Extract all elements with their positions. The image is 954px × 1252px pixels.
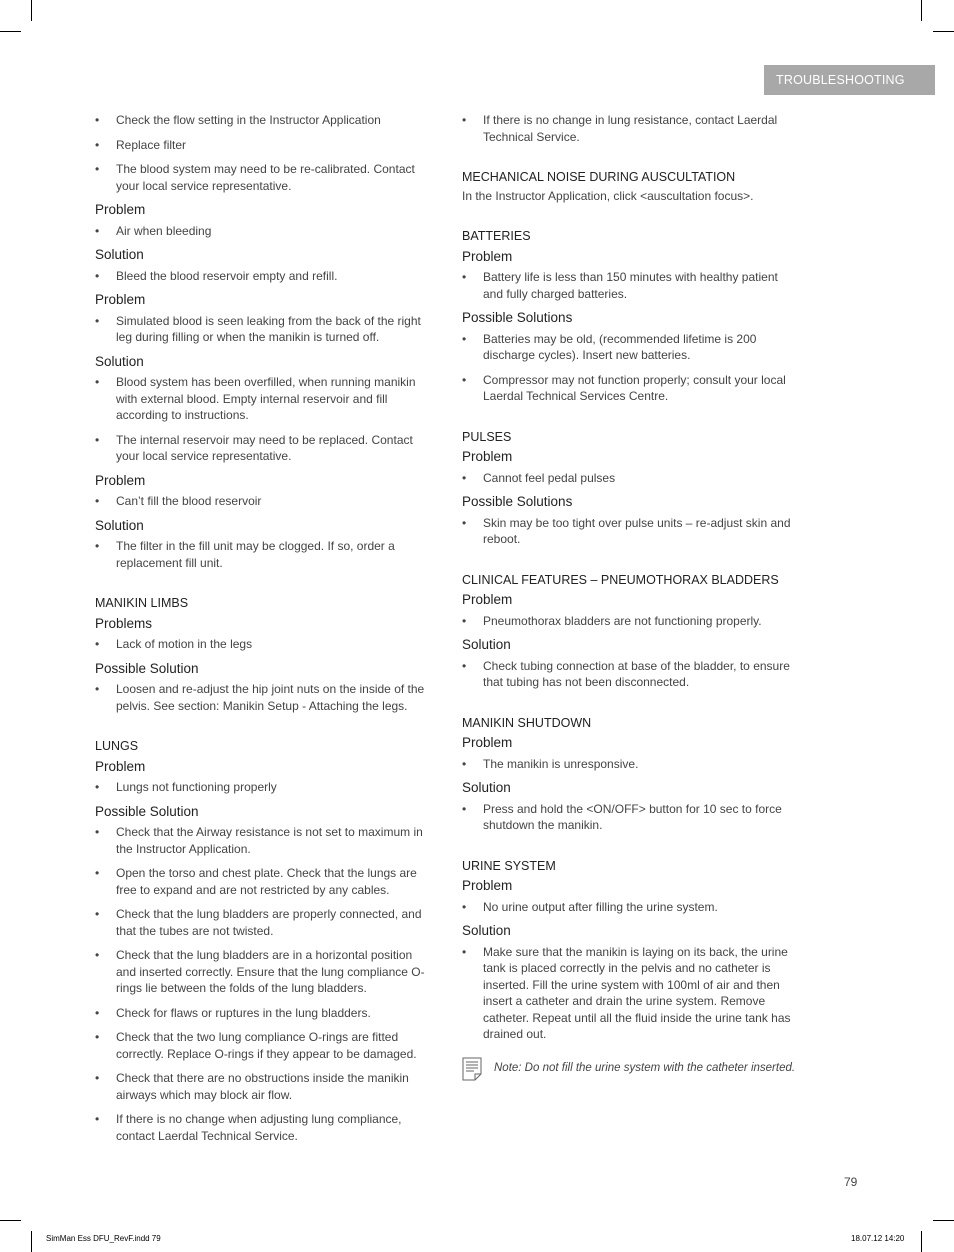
bullet-list: [462, 944, 798, 1043]
list-item: [95, 906, 431, 939]
list-item: [462, 613, 798, 630]
list-item: [95, 538, 431, 571]
list-item-text: The manikin is unresponsive.: [483, 756, 639, 771]
sub-heading: Solution: [462, 780, 511, 795]
list-item-text: Check that the two lung compliance O-rings are fitted correctly. Replace O-rings if they appear to be damaged.: [116, 1030, 417, 1061]
footer-timestamp: 18.07.12 14:20: [851, 1234, 905, 1243]
crop-mark: [0, 31, 21, 32]
bullet-icon: •: [462, 470, 467, 485]
list-item: [462, 269, 798, 302]
list-item-text: The internal reservoir may need to be replaced. Contact your local service representative.: [116, 432, 413, 463]
bullet-icon: •: [95, 313, 100, 328]
list-item: [95, 824, 431, 857]
page-number: 79: [844, 1175, 858, 1189]
list-item-text: Cannot feel pedal pulses: [483, 470, 616, 485]
section-heading: MECHANICAL NOISE DURING AUSCULTATION: [462, 170, 736, 184]
list-item: [95, 161, 431, 194]
bullet-icon: •: [95, 682, 100, 696]
list-item: [462, 944, 798, 1043]
section-heading: CLINICAL FEATURES – PNEUMOTHORAX BLADDERS: [462, 572, 779, 587]
sub-heading: Problem: [95, 472, 146, 488]
bullet-icon: •: [462, 270, 467, 284]
list-item-text: If there is no change when adjusting lung compliance, contact Laerdal Technical Service.: [116, 1112, 402, 1143]
sub-heading: Possible Solutions: [462, 494, 573, 509]
list-item-text: Batteries may be old, (recommended lifetime is 200 discharge cycles). Insert new batteries.: [483, 331, 757, 362]
list-item: [95, 636, 431, 653]
bullet-icon: •: [462, 801, 467, 816]
bullet-list: [462, 658, 798, 691]
list-item-text: The filter in the fill unit may be clogged. If so, order a replacement fill unit.: [116, 539, 395, 570]
list-item-text: If there is no change in lung resistance, contact Laerdal Technical Service.: [483, 113, 778, 144]
bullet-list: [462, 756, 798, 773]
list-item: [95, 223, 431, 240]
sub-heading: Problem: [462, 735, 513, 750]
sub-heading: Problems: [95, 615, 153, 631]
list-item-text: Simulated blood is seen leaking from the back of the right leg during filling or when the manikin is turned off.: [116, 313, 421, 344]
note: [462, 1057, 798, 1081]
bullet-icon: •: [95, 825, 100, 839]
list-item: [462, 801, 798, 834]
section-tab-label: TROUBLESHOOTING: [776, 73, 905, 87]
bullet-icon: •: [462, 658, 467, 673]
bullet-icon: •: [95, 432, 100, 447]
sub-heading: Solution: [462, 923, 511, 938]
list-item-text: Check that the lung bladders are in a horizontal position and inserted correctly. Ensure that the lung compliance O-rings lie between the folds of the lung bladders.: [116, 948, 425, 995]
bullet-icon: •: [95, 1071, 100, 1085]
list-item: [95, 865, 431, 898]
list-item-text: Air when bleeding: [116, 223, 212, 238]
list-item: [95, 313, 431, 346]
bullet-list: [95, 268, 431, 285]
sub-heading: Problem: [462, 878, 513, 893]
bullet-icon: •: [462, 613, 467, 628]
list-item-text: Blood system has been overfilled, when running manikin with external blood. Empty internal reservoir and fill according to instructions.: [116, 375, 416, 422]
sub-heading: Problem: [95, 292, 146, 307]
list-item: [95, 137, 431, 154]
bullet-list: [462, 269, 798, 302]
crop-mark: [0, 1220, 21, 1221]
sub-heading: Possible Solution: [95, 660, 199, 676]
right-column: [462, 112, 798, 1081]
sub-heading: Solution: [95, 247, 144, 262]
bullet-icon: •: [462, 372, 467, 387]
sub-heading: Problem: [462, 592, 513, 607]
list-item: [95, 268, 431, 285]
list-item-text: Make sure that the manikin is laying on its back, the urine tank is placed correctly in the pelvis and no catheter is inserted. Fill the urine system with 100ml of air and then insert a catheter and drain the urine system. Remove catheter. Repeat until all the fluid inside the urine tank has drained out.: [483, 944, 791, 1041]
sub-heading: Problem: [462, 449, 513, 464]
list-item-text: Check that the Airway resistance is not set to maximum in the Instructor Application.: [116, 825, 423, 856]
list-item: [462, 899, 798, 916]
list-item-text: Open the torso and chest plate. Check that the lungs are free to expand and are not restricted by any cables.: [116, 866, 417, 897]
list-item: [462, 470, 798, 487]
bullet-icon: •: [95, 948, 100, 962]
section-heading: LUNGS: [95, 739, 139, 753]
list-item: [95, 1029, 431, 1062]
bullet-list: [462, 112, 798, 145]
list-item-text: No urine output after filling the urine system.: [483, 899, 718, 914]
bullet-icon: •: [95, 375, 100, 389]
list-item-text: Lungs not functioning properly: [116, 780, 277, 794]
list-item-text: Compressor may not function properly; consult your local Laerdal Technical Services Centre.: [483, 372, 786, 403]
bullet-list: [95, 313, 431, 346]
section-heading: MANIKIN LIMBS: [95, 596, 189, 610]
list-item-text: Check for flaws or ruptures in the lung bladders.: [116, 1005, 371, 1020]
list-item: [95, 681, 431, 714]
list-item: [462, 756, 798, 773]
crop-mark: [31, 1231, 32, 1252]
list-item-text: The blood system may need to be re-calibrated. Contact your local service representative.: [116, 162, 415, 193]
list-item: [462, 515, 798, 548]
bullet-icon: •: [462, 756, 467, 771]
section-heading: BATTERIES: [462, 229, 531, 243]
bullet-list: [95, 779, 431, 796]
bullet-icon: •: [95, 223, 100, 238]
bullet-icon: •: [95, 1112, 100, 1126]
bullet-icon: •: [95, 637, 100, 651]
left-column: [95, 112, 431, 1152]
list-item: [462, 112, 798, 145]
bullet-list: [95, 681, 431, 714]
list-item-text: Pneumothorax bladders are not functioning properly.: [483, 613, 762, 628]
bullet-icon: •: [462, 899, 467, 914]
list-item-text: Check the flow setting in the Instructor Application: [116, 113, 381, 127]
bullet-list: [95, 493, 431, 510]
bullet-icon: •: [462, 331, 467, 346]
sub-heading: Problem: [95, 758, 146, 774]
list-item-text: Lack of motion in the legs: [116, 637, 253, 651]
list-item-text: Battery life is less than 150 minutes with healthy patient and fully charged batteries.: [483, 270, 778, 301]
list-item-text: Bleed the blood reservoir empty and refill.: [116, 268, 338, 283]
bullet-icon: •: [95, 1005, 100, 1020]
crop-mark: [921, 0, 922, 21]
crop-mark: [933, 31, 954, 32]
sub-heading: Solution: [95, 517, 144, 533]
bullet-icon: •: [462, 944, 467, 959]
bullet-icon: •: [95, 162, 100, 176]
body-text: In the Instructor Application, click <auscultation focus>.: [462, 188, 754, 203]
list-item: [95, 947, 431, 997]
bullet-list: [95, 223, 431, 240]
bullet-icon: •: [95, 113, 100, 127]
bullet-icon: •: [95, 137, 100, 152]
bullet-icon: •: [95, 494, 100, 508]
list-item-text: Press and hold the <ON/OFF> button for 10 sec to force shutdown the manikin.: [483, 801, 782, 832]
note-text: Note: Do not fill the urine system with the catheter inserted.: [494, 1061, 796, 1074]
bullet-list: [95, 636, 431, 653]
list-item-text: Can’t fill the blood reservoir: [116, 494, 262, 508]
list-item-text: Check tubing connection at base of the bladder, to ensure that tubing has not been disconnected.: [483, 658, 790, 689]
sub-heading: Solution: [462, 637, 511, 652]
sub-heading: Problem: [462, 248, 513, 264]
list-item: [95, 432, 431, 465]
footer-file-info: SimMan Ess DFU_RevF.indd 79: [46, 1234, 161, 1243]
sub-heading: Possible Solutions: [462, 310, 573, 325]
list-item: [95, 112, 431, 129]
list-item: [95, 779, 431, 796]
list-item: [95, 374, 431, 424]
bullet-list: [462, 470, 798, 487]
list-item: [95, 493, 431, 510]
list-item: [95, 1111, 431, 1144]
bullet-list: [462, 515, 798, 548]
bullet-list: [95, 112, 431, 194]
list-item-text: Skin may be too tight over pulse units – re-adjust skin and reboot.: [483, 515, 791, 546]
list-item-text: Check that the lung bladders are properly connected, and that the tubes are not twisted.: [116, 907, 422, 938]
crop-mark: [933, 1220, 954, 1221]
sub-heading: Problem: [95, 202, 146, 217]
section-heading: PULSES: [462, 429, 512, 444]
crop-mark: [31, 0, 32, 21]
list-item-text: Replace filter: [116, 137, 187, 152]
bullet-icon: •: [462, 515, 467, 530]
bullet-icon: •: [95, 780, 100, 794]
bullet-list: [95, 538, 431, 571]
list-item: [95, 1070, 431, 1103]
list-item: [462, 372, 798, 405]
bullet-list: [462, 613, 798, 630]
crop-mark: [921, 1231, 922, 1252]
list-item: [95, 1005, 431, 1022]
list-item-text: Loosen and re-adjust the hip joint nuts on the inside of the pelvis. See section: Manikin Setup - Attaching the legs.: [116, 682, 425, 713]
bullet-list: [462, 331, 798, 405]
bullet-icon: •: [95, 907, 100, 921]
bullet-icon: •: [95, 1030, 100, 1044]
list-item: [462, 331, 798, 364]
list-item: [462, 658, 798, 691]
sub-heading: Solution: [95, 353, 144, 369]
note-icon: [462, 1057, 482, 1081]
bullet-icon: •: [95, 268, 100, 283]
bullet-icon: •: [95, 866, 100, 880]
bullet-icon: •: [95, 539, 100, 553]
bullet-list: [95, 374, 431, 465]
bullet-list: [462, 801, 798, 834]
section-heading: URINE SYSTEM: [462, 858, 556, 873]
bullet-icon: •: [462, 113, 467, 127]
section-tab: [764, 65, 935, 95]
sub-heading: Possible Solution: [95, 803, 199, 819]
section-heading: MANIKIN SHUTDOWN: [462, 715, 592, 730]
bullet-list: [95, 824, 431, 1144]
bullet-list: [462, 899, 798, 916]
list-item-text: Check that there are no obstructions inside the manikin airways which may block air flow.: [116, 1071, 409, 1102]
